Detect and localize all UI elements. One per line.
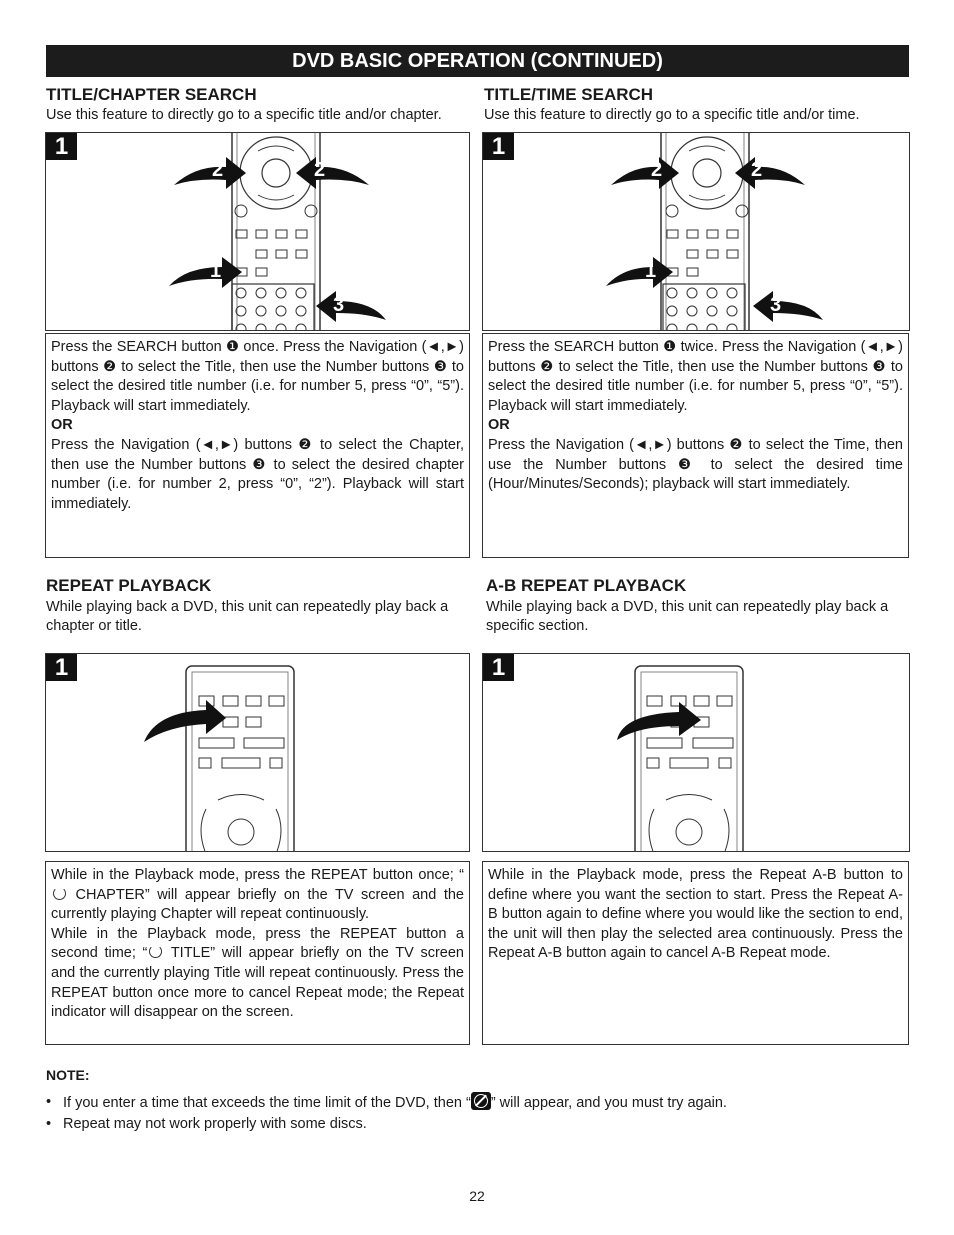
callout-search: 1	[210, 260, 222, 282]
note-list	[46, 1092, 727, 1135]
instruction-paragraph: While in the Playback mode, press the REPEAT button a second time; “ TITLE” will appear briefly on the TV screen and the currently playing Title will repeat continuously. Press the REPEAT button once more to cancel Repeat mode; the Repeat indicator will disappear on the screen.	[51, 925, 464, 1021]
callout-search: 1	[645, 260, 657, 282]
callout-navigation: 2	[314, 159, 326, 181]
ab-repeat-instructions	[482, 861, 909, 1045]
step-badge: 1	[46, 654, 77, 681]
remote-illustration	[46, 133, 469, 330]
ab-repeat-figure	[482, 653, 910, 852]
step-badge: 1	[483, 654, 514, 681]
remote-illustration	[483, 654, 909, 851]
remote-illustration	[483, 133, 909, 330]
repeat-icon	[149, 945, 162, 958]
repeat-instructions	[45, 861, 470, 1045]
page-number: 22	[469, 1188, 485, 1204]
prohibited-icon	[471, 1092, 491, 1110]
callout-number: 3	[333, 294, 345, 316]
ab-repeat-heading: A-B REPEAT PLAYBACK	[486, 576, 687, 595]
title-time-heading: TITLE/TIME SEARCH	[484, 85, 654, 104]
repeat-icon	[53, 887, 66, 900]
callout-navigation: 2	[212, 159, 224, 181]
ab-repeat-desc: While playing back a DVD, this unit can repeatedly play back a specific section.	[486, 599, 889, 634]
instruction-paragraph: Press the SEARCH button ❶ twice. Press the Navigation (◄,►) buttons ❷ to select the Title, then use the Number buttons ❸ to select the desired title number (i.e. for number 5, press “0”, “5”). Playback will start immediately.	[488, 339, 903, 414]
callout-number: 3	[770, 294, 782, 316]
repeat-heading: REPEAT PLAYBACK	[46, 576, 212, 595]
callout-navigation: 2	[651, 159, 663, 181]
instruction-paragraph: Press the Navigation (◄,►) buttons ❷ to select the Time, then use the Number buttons ❸ to select the desired time (Hour/Minutes/Seconds); playback will start immediately.	[488, 436, 903, 493]
title-chapter-figure	[45, 132, 470, 331]
title-time-desc: Use this feature to directly go to a specific title and/or time.	[484, 107, 860, 123]
remote-illustration	[46, 654, 469, 851]
note-item: • If you enter a time that exceeds the time limit of the DVD, then “ ” will appear, and you must try again.	[46, 1092, 727, 1114]
note-item: • Repeat may not work properly with some discs.	[46, 1114, 727, 1135]
callout-navigation: 2	[751, 159, 763, 181]
title-time-instructions	[482, 333, 909, 558]
title-chapter-desc: Use this feature to directly go to a specific title and/or chapter.	[46, 107, 442, 123]
title-time-figure	[482, 132, 910, 331]
note-label: NOTE:	[46, 1067, 90, 1083]
title-chapter-instructions	[45, 333, 470, 558]
instruction-paragraph: Press the Navigation (◄,►) buttons ❷ to select the Chapter, then use the Number buttons ❸ to select the desired chapter number (i.e. for number 2, press “0”, “2”). Playback will start immediately.	[51, 436, 464, 512]
instruction-paragraph: Press the SEARCH button ❶ once. Press the Navigation (◄,►) buttons ❷ to select the Title, then use the Number buttons ❸ to select the desired title number (i.e. for number 5, press “0”, “5”). Playback will start immediately.	[51, 339, 464, 414]
page-banner: DVD BASIC OPERATION (CONTINUED)	[46, 45, 909, 77]
or-label: OR	[488, 417, 510, 434]
instruction-paragraph: While in the Playback mode, press the REPEAT button once; “ CHAPTER” will appear briefly on the TV screen and the currently playing Chapter will repeat continuously.	[51, 867, 464, 923]
instruction-paragraph: While in the Playback mode, press the Repeat A-B button to define where you want the section to start. Press the Repeat A-B button again to define where you would like the section to end, the unit will then play the selected area continuously. Press the Repeat A-B button again to cancel A-B Repeat mode.	[488, 867, 903, 962]
repeat-figure	[45, 653, 470, 852]
or-label: OR	[51, 417, 73, 434]
step-badge: 1	[46, 133, 77, 160]
title-chapter-heading: TITLE/CHAPTER SEARCH	[46, 85, 257, 104]
step-badge: 1	[483, 133, 514, 160]
repeat-desc: While playing back a DVD, this unit can repeatedly play back a chapter or title.	[46, 599, 449, 634]
